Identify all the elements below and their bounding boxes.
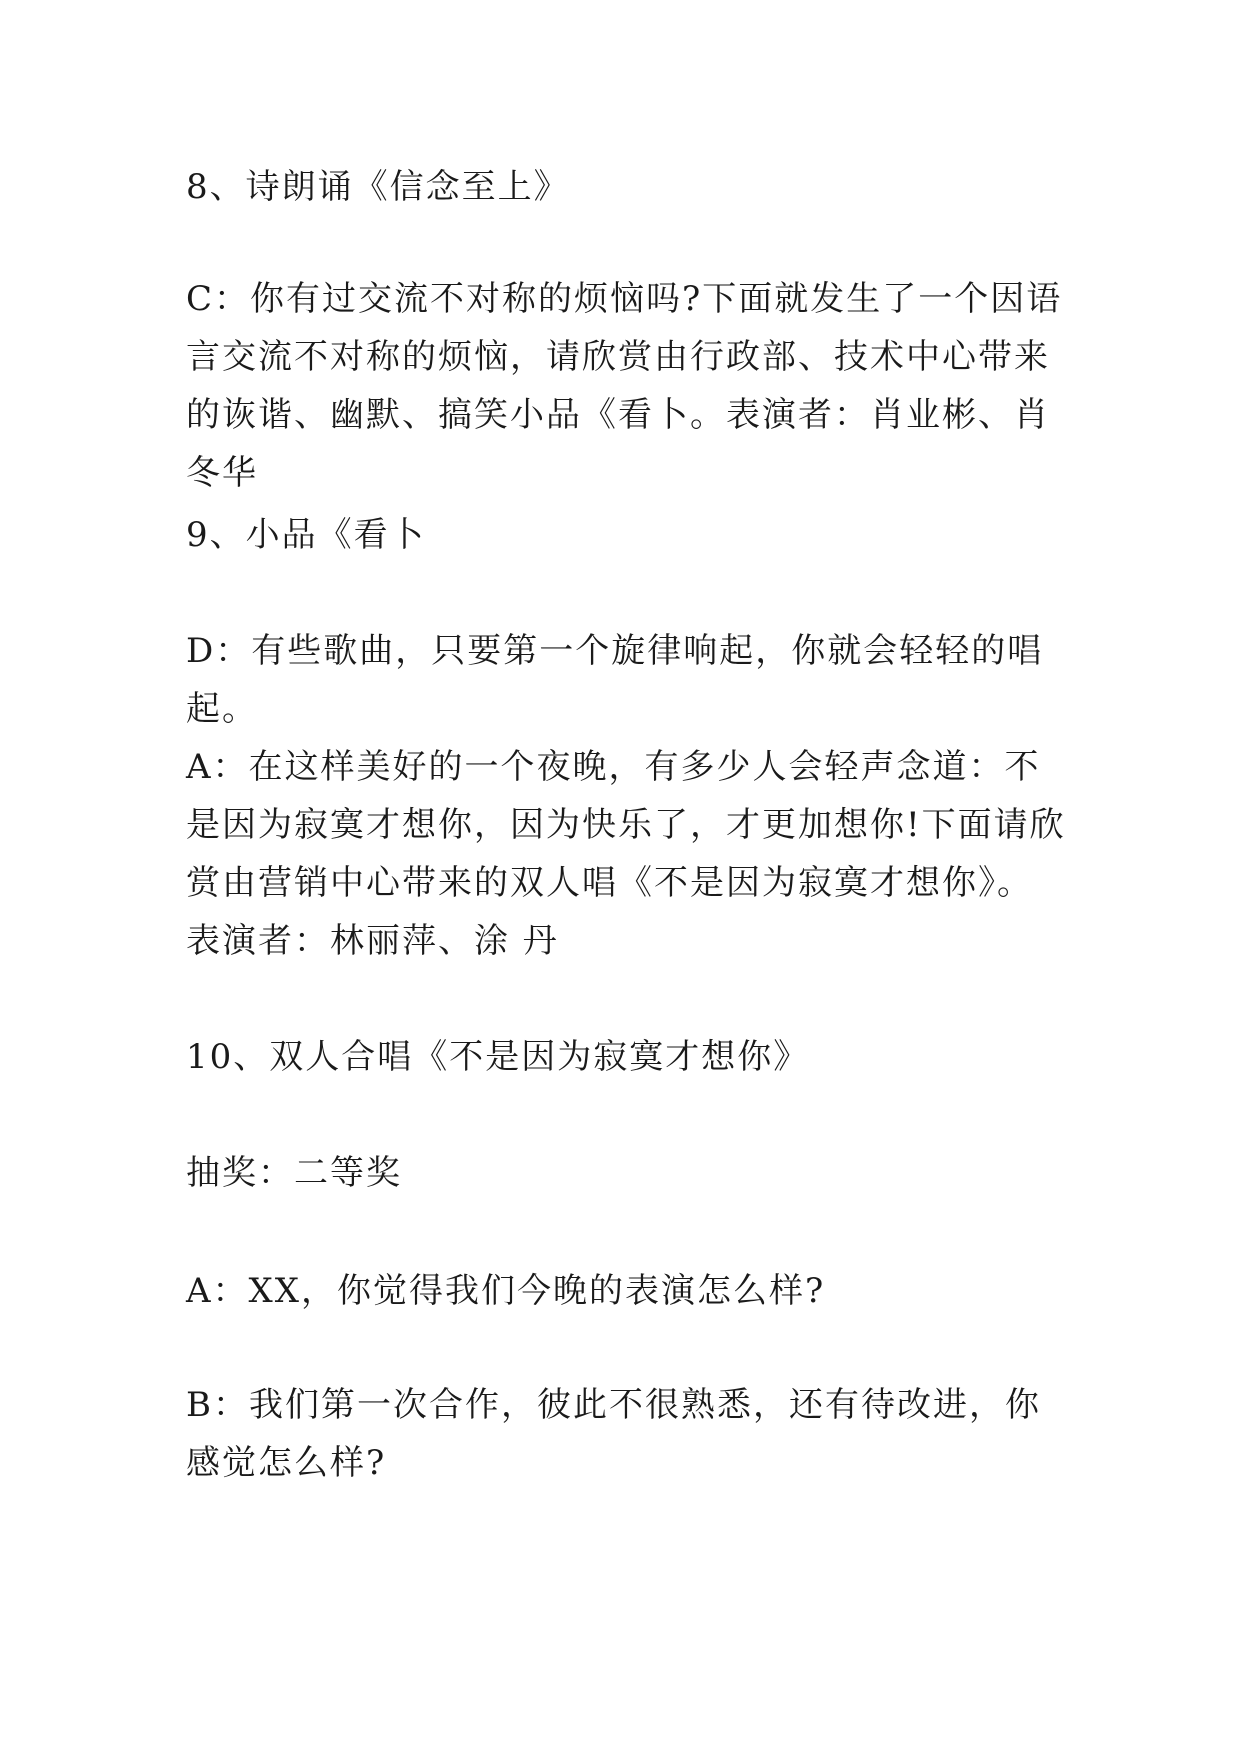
host-d-line: D：有些歌曲，只要第一个旋律响起，你就会轻轻的唱起。 [186, 631, 1044, 729]
host-c-intro: C：你有过交流不对称的烦恼吗?下面就发生了一个因语言交流不对称的烦恼，请欣赏由行政部、技术中心带来的诙谐、幽默、搞笑小品《看卜。表演者：肖业彬、肖冬华 [186, 279, 1063, 493]
program-item-9: 9、小品《看卜 [186, 515, 426, 555]
host-a-intro: A：在这样美好的一个夜晚，有多少人会轻声念道：不是因为寂寞才想你，因为快乐了，才更加想你!下面请欣赏由营销中心带来的双人唱《不是因为寂寞才想你》。表演者：林丽萍、涂 丹 [186, 747, 1066, 961]
host-a-question: A：XX，你觉得我们今晚的表演怎么样? [186, 1271, 826, 1311]
lottery-second-prize: 抽奖：二等奖 [186, 1153, 402, 1193]
host-b-answer: B：我们第一次合作，彼此不很熟悉，还有待改进，你感觉怎么样? [186, 1385, 1041, 1483]
program-item-8: 8、诗朗诵《信念至上》 [186, 167, 570, 207]
program-item-10: 10、双人合唱《不是因为寂寞才想你》 [186, 1037, 810, 1077]
